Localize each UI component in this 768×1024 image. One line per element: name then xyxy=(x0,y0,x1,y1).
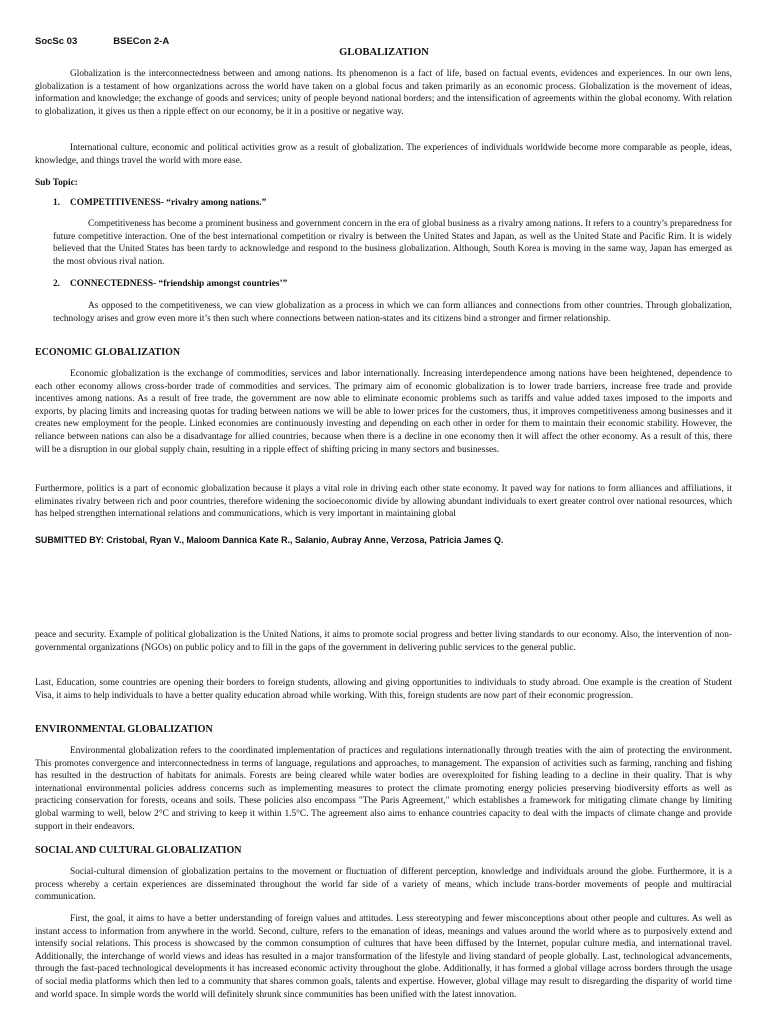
section-heading-economic: ECONOMIC GLOBALIZATION xyxy=(35,347,181,358)
paragraph-text: Last, Education, some countries are opening their borders to foreign students, allowing and giving opportunities to individuals to study abroad. One example is the creation of Student Visa, it aims to help individuals to have a better quality education abroad while working. With this, foreign students are now part of their economic progression. xyxy=(35,678,732,701)
paragraph-text: Globalization is the interconnectedness between and among nations. Its phenomenon is a fact of life, based on factual events, evidences and experiences. In our own lens, globalization is a testament of how organizations across the world have taken on a global focus and taken primarily as an economic process. Globalization is the movement of ideas, information and knowledge; the exchange of goods and services; unity of people beyond national borders; and the intensification of agreements within the global economy. With relation to globalization, it gives us then a ripple effect on our economy, be it in a positive or negative way. xyxy=(35,69,732,117)
course-section: BSECon 2-A xyxy=(113,36,170,47)
list-number: 2. xyxy=(53,279,61,289)
intro-paragraph-2 xyxy=(35,142,732,167)
subtopic-body-connectedness xyxy=(53,300,732,325)
paragraph-text: peace and security. Example of political globalization is the United Nations, it aims to promote social progress and better living standards to our economy. Also, the intervention of non-governmental organizations (NGOs) on public policy and to fill in the gaps of the government in delivering public services to the general public. xyxy=(35,630,732,653)
section-heading-social: SOCIAL AND CULTURAL GLOBALIZATION xyxy=(35,845,242,856)
paragraph-text: Environmental globalization refers to the coordinated implementation of practices and regulations internationally through treaties with the aim of protecting the environment. This promotes convergence and interconnectedness in terms of language, regulations and approaches, to management. The expansion of activities such as farming, ranching and fishing has resulted in the destruction of habitats for animals. Forests are being cleared while water bodies are overexploited for fishing leading to a decline in their quality. That is why international environmental policies address concerns such as implementing measures to protect the climate promoting energy policies preserving biodiversity efforts as well as practicing conservation for forests, oceans and soils. These policies also encompass "The Paris Agreement," which establishes a framework for mitigating climate change by limiting global warming to well, below 2°C and striving to keep it within 1.5°C. The agreement also aims to enhance countries capacity to deal with the impacts of climate change and provide support in their endeavors. xyxy=(35,746,732,832)
paragraph-text: Furthermore, politics is a part of economic globalization because it plays a vital role in driving each other state economy. It paved way for nations to form alliances and affiliations, it eliminates rivalry between rich and poor countries, therefore widening the socioeconomic divide by allowing abundant individuals to exert greater control over national resources, which has helped strengthen international relations and communications, which is very important in maintaining global xyxy=(35,484,732,520)
paragraph-text: Social-cultural dimension of globalization pertains to the movement or fluctuation of different perception, knowledge and individuals around the globe. Furthermore, it is a process whereby a certain experiences are disseminated throughout the world far side of a variety of means, which include trans-border movements of people and multiracial communication. xyxy=(35,867,732,903)
paragraph-text: Economic globalization is the exchange of commodities, services and labor internationally. Increasing interdependence among nations have been heightened, dependence to each other economy allows cross-border trade of commodities and services. The primary aim of economic globalization is to lower trade barriers, increase free trade and provide incentives among nations. As a result of free trade, the government are now able to eliminate economic problems such as tariffs and value added taxes imposed to the imports and exports, by placing limits and increasing quotas for trading between nations we will be able to lower prices for the customers, thus, it improves competitiveness among businesses and it creates new employment for the people. Linked economies are continuously investing and depending on each other in order for them to maintain their economic stability. However, the reliance between nations can also be a disadvantage for allied countries, because when there is a decline in one economy then it will affect the other economy. As a result of this, there will be a disruption in our global supply chain, resulting in a ripple effect of shifting pricing in many sectors and businesses. xyxy=(35,369,732,455)
paragraph-text: International culture, economic and political activities grow as a result of globalization. The experiences of individuals worldwide become more comparable as people, ideas, knowledge, and things travel the world with more ease. xyxy=(35,143,732,166)
intro-paragraph-1 xyxy=(35,68,732,118)
paragraph-text: Competitiveness has become a prominent business and government concern in the era of global business as a rivalry among nations. It refers to a country’s preparedness for future competitive interaction. One of the best international competition or rivalry is between the United States and Japan, as well as the United State and Pacific Rim. It is widely believed that the United States has been tardy to acknowledge and respond to the business globalization. Although, South Korea is moving in the same way, Japan has emerged as the most obvious rival nation. xyxy=(53,219,732,267)
submitted-by: SUBMITTED BY: Cristobal, Ryan V., Maloom Dannica Kate R., Salanio, Aubray Anne, Verzosa, Patricia James Q. xyxy=(35,535,504,545)
subtopic-label: Sub Topic: xyxy=(35,178,78,188)
course-code: SocSc 03 xyxy=(35,36,78,47)
page-title: GLOBALIZATION xyxy=(339,47,429,58)
social-paragraph-2 xyxy=(35,913,732,1001)
social-paragraph-1 xyxy=(35,866,732,904)
economic-paragraph-2 xyxy=(35,483,732,521)
economic-paragraph-1 xyxy=(35,368,732,456)
subtopic-heading-connectedness xyxy=(53,278,750,291)
subtopic-heading-text: COMPETITIVENESS- “rivalry among nations.” xyxy=(70,198,267,208)
subtopic-heading-text: CONNECTEDNESS- “friendship amongst countries’” xyxy=(70,279,288,289)
paragraph-text: First, the goal, it aims to have a better understanding of foreign values and attitudes. Less stereotyping and fewer misconceptions about other people and cultures. As well as instant access to information from anywhere in the world. Second, culture, refers to the emanation of ideas, meanings and values around the world where as to purposively extend and intensify social relations. This process is showcased by the common consumption of cultures that have been diffused by the Internet, popular culture media, and international travel. Additionally, the interchange of world views and ideas has resulted in a major transformation of the lifestyle and living standard of people globally. Last, technological advancements, through the fast-paced technological developments it has increased economic activity throughout the globe. Additionally, it has formed a global village across borders through the usage of social media platforms which then led to a community that shares common goals, talents and expertise. However, global village may result to disregarding the disparity of world time and world space. In simple words the world will definitely shrunk since communities has been unified with the latest innovation. xyxy=(35,914,732,1000)
education-paragraph xyxy=(35,677,732,702)
continued-paragraph xyxy=(35,629,732,654)
environmental-paragraph xyxy=(35,745,732,833)
subtopic-body-competitiveness xyxy=(53,218,732,268)
subtopic-heading-competitiveness xyxy=(53,197,750,210)
paragraph-text: As opposed to the competitiveness, we can view globalization as a process in which we can form alliances and connections from other countries. Through globalization, technology arises and grow even more it’s then such where connections between nation-states and its citizens bind a stronger and firmer relationship. xyxy=(53,301,732,324)
list-number: 1. xyxy=(53,198,61,208)
section-heading-environmental: ENVIRONMENTAL GLOBALIZATION xyxy=(35,724,213,735)
